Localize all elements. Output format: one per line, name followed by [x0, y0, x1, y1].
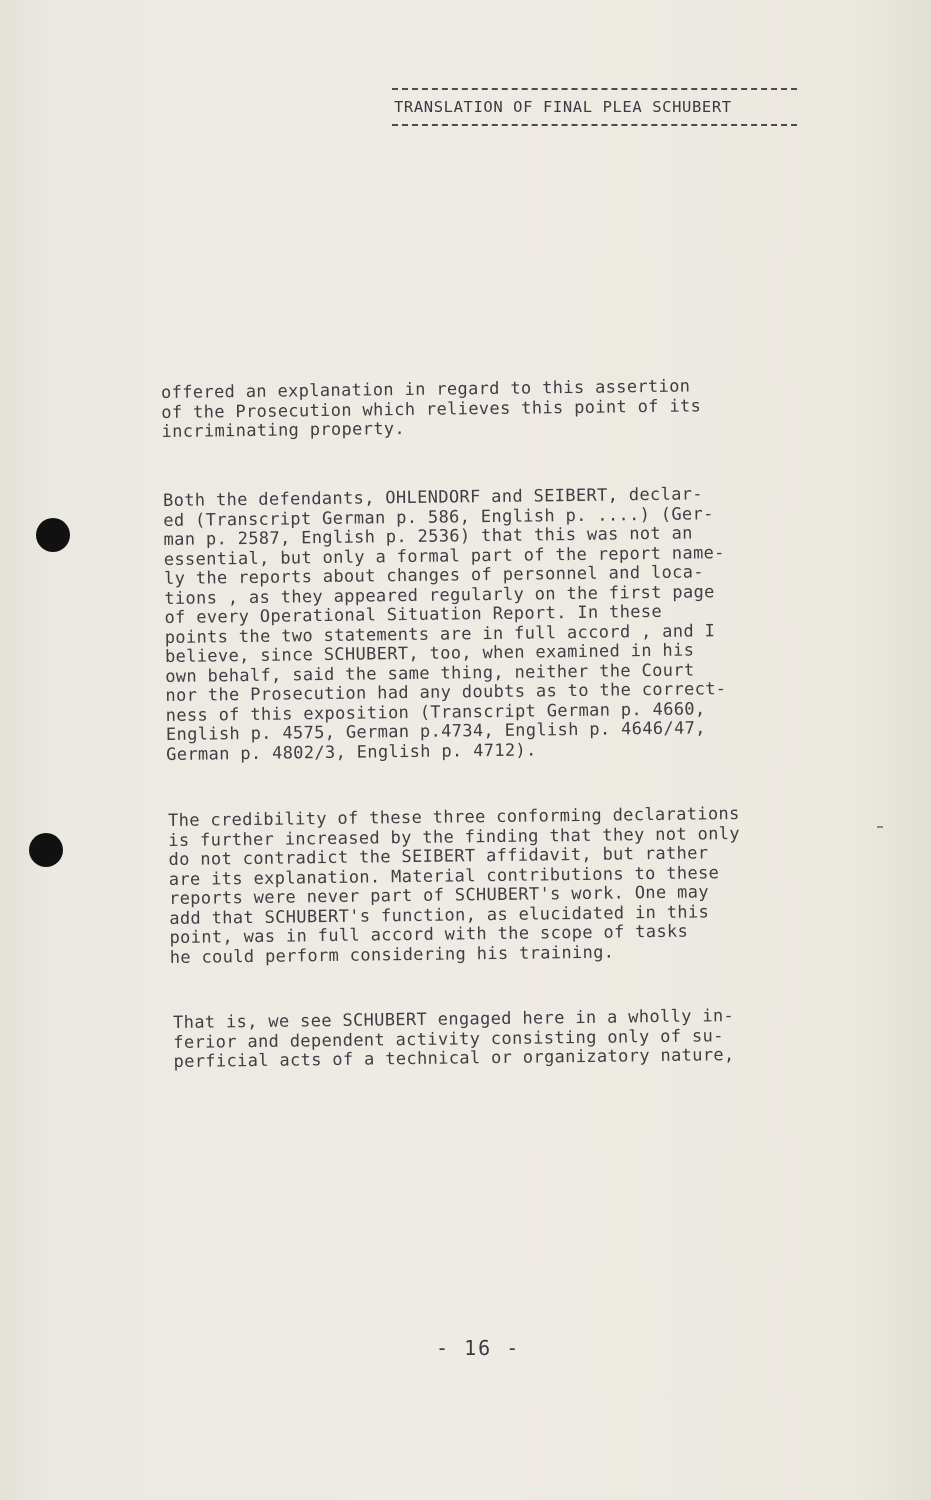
paragraph-3: The credibility of these three conforming declarations is further increased by the finding that they not only do not contradict the SEIBERT affidavit, but rather are its explanation. Material contributions to these reports were never part of SCHUBERT's work. One may add that SCHUBERT's function, as elucidated in this point, was in full accord with the scope of tasks he could perform considering his training. [167, 804, 741, 968]
punch-hole-top [36, 518, 70, 552]
document-title: TRANSLATION OF FINAL PLEA SCHUBERT [394, 98, 732, 116]
paragraph-2: Both the defendants, OHLENDORF and SEIBERT, declar- ed (Transcript German p. 586, English p. ....) (Ger- man p. 2587, English p. 2536) that this was not an essential, but only a formal part of the report name- ly the reports about changes of personnel and loca- tions , as they appeared regularly on the first page of every Operational Situation Report. In these points the two statements are in full accord , and I believe, since SCHUBERT, too, when examined in his own behalf, said the same thing, neither the Court nor the Prosecution had any doubts as to the correct- ness of this exposition (Transcript German p. 4660, English p. 4575, German p.4734, English p. 4646/47, German p. 4802/3, English p. 4712). [162, 484, 727, 765]
margin-mark [877, 826, 883, 828]
document-header [392, 88, 797, 126]
header-rule-bottom [392, 124, 797, 126]
paragraph-4: That is, we see SCHUBERT engaged here in a wholly in- ferior and dependent activity consisting only of su- perficial acts of a technical or organizatory nature, [172, 1006, 735, 1072]
punch-hole-bottom [29, 833, 63, 867]
page-number: - 16 - [436, 1336, 521, 1360]
paragraph-1: offered an explanation in regard to this assertion of the Prosecution which relieves this point of its incriminating property. [160, 376, 702, 442]
